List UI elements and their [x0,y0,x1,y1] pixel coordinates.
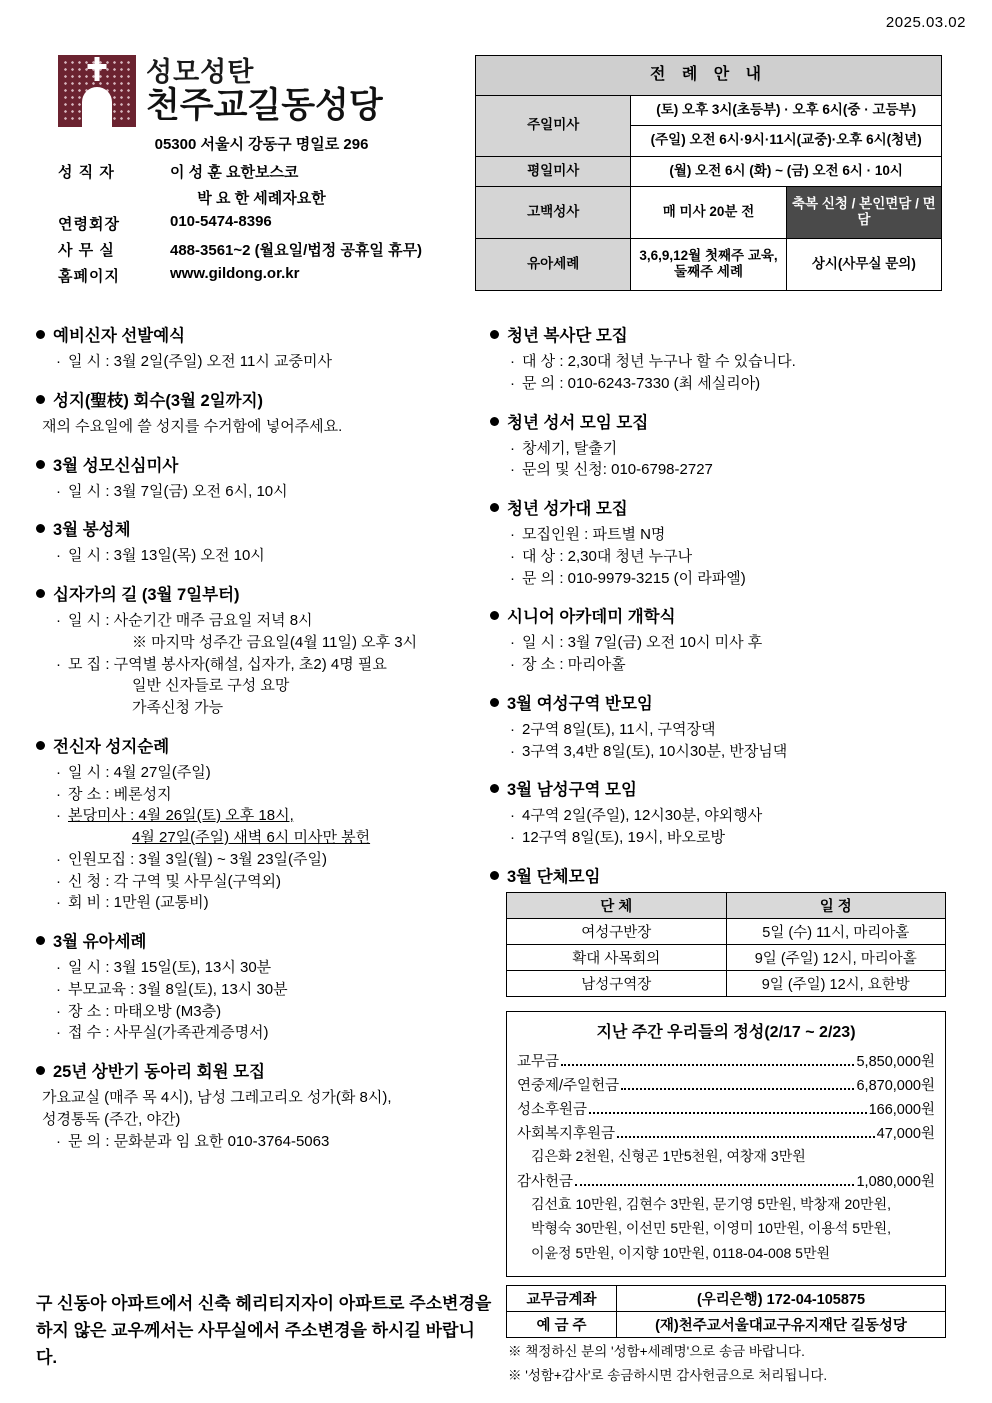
offering-amount: 1,080,000원 [856,1174,935,1191]
contact-row [52,161,471,182]
parish-contact-list [52,161,471,286]
dot-icon: · [56,655,61,673]
notice-block [490,776,952,849]
table-row [507,944,946,970]
bullet-icon [490,871,499,880]
notice-line: · 일 시 : 3월 2일(주일) 오전 11시 교중미사 [56,351,484,373]
liturgy-label-sunday: 주일미사 [476,95,631,156]
bullet-icon [36,395,45,404]
group-schedule: 5일 (수) 11시, 마리아홀 [726,918,946,944]
notice-line: · 일 시 : 3월 15일(토), 13시 30분 [56,957,484,979]
group-meeting-title: 3월 단체모임 [490,863,952,887]
group-meeting-block [490,863,952,997]
bullet-icon [36,589,45,598]
liturgy-value-confession: 매 미사 20분 전 [631,186,786,238]
notice-line: · 대 상 : 2,30대 청년 누구나 할 수 있습니다. [510,351,952,373]
notice-line: · 일 시 : 사순기간 매주 금요일 저녁 8시 [56,610,484,632]
contact-value: 010-5474-8396 [170,213,272,230]
notice-title: 청년 성서 모임 모집 [490,409,952,433]
notice-text: 성경통독 (주간, 야간) [42,1110,181,1128]
liturgy-value-sunday-2: (주일) 오전 6시·9시·11시(교중)·오후 6시(청년) [631,126,942,156]
liturgy-value-sunday-1: (토) 오후 3시(초등부) · 오후 6시(중 · 고등부) [631,95,942,125]
notice-line: 가족신청 가능 [132,699,224,716]
notice-line: · 문 의 : 010-6243-7330 (최 세실리아) [510,373,952,395]
dot-icon: · [56,980,61,998]
homepage-link[interactable]: www.gildong.or.kr [170,265,300,282]
notice-title: 예비신자 선발예식 [36,322,484,346]
address-change-notice: 구 신동아 아파트에서 신축 헤리티지자이 아파트로 주소변경을 하지 않은 교우께서는 사무실에서 주소변경을 하시길 바랍니다. [36,1294,492,1368]
liturgy-label-baptism: 유아세례 [476,238,631,290]
offering-name: 성소후원금 [517,1101,588,1118]
notice-block [490,603,952,676]
dot-icon: · [510,829,515,846]
notice-line: · 2구역 8일(토), 11시, 구역장댁 [510,719,952,741]
group-name: 확대 사목회의 [507,944,727,970]
notice-text: 가요교실 (매주 목 4시), 남성 그레고리오 성가(화 8시), [42,1089,392,1106]
church-logo-icon [58,55,136,127]
dot-icon: · [56,482,61,500]
right-column [490,322,952,1386]
notice-block [490,409,952,482]
notice-title: 3월 남성구역 모임 [490,776,952,800]
account-table [506,1285,946,1338]
group-schedule: 9일 (주일) 12시, 요한방 [726,970,946,996]
notice-line: · 회 비 : 1만원 (교통비) [56,892,484,914]
notice-title: 3월 여성구역 반모임 [490,690,952,714]
dot-icon: · [56,894,61,912]
offering-donors: 김은화 2천원, 신형곤 1만5천원, 여창재 3만원 [531,1147,806,1164]
notice-line: · 장 소 : 마리아홀 [510,654,952,676]
dot-icon: · [510,656,515,673]
bullet-icon [36,1066,45,1075]
bullet-icon [490,417,499,426]
notice-line: · 일 시 : 3월 13일(목) 오전 10시 [56,545,484,567]
dot-icon: · [510,569,515,587]
contact-key: 성 직 자 [58,164,115,181]
notice-line: · 부모교육 : 3월 8일(토), 13시 30분 [56,979,484,1001]
notice-line: 4월 27일(주일) 새벽 6시 미사만 봉헌 [132,829,371,846]
dot-icon: · [510,720,515,738]
notice-line: · 본당미사 : 4월 26일(토) 오후 18시, [56,805,484,827]
leader-dots [589,1112,867,1114]
account-number: (우리은행) 172-04-105875 [617,1285,946,1311]
notice-line: · 인원모집 : 3월 3일(월) ~ 3월 23일(주일) [56,849,484,871]
offering-donors: 이윤정 5만원, 이지향 10만원, 0118-04-008 5만원 [531,1244,831,1261]
liturgy-schedule-table [475,55,942,291]
leader-dots [575,1184,854,1186]
dot-icon: · [510,353,515,370]
offering-name: 감사헌금 [517,1174,574,1191]
dot-icon: · [56,807,61,825]
offering-amount: 5,850,000원 [856,1053,935,1070]
dot-icon: · [56,763,61,781]
contact-key: 연령회장 [58,216,120,233]
dot-icon: · [56,850,61,868]
contact-value: 이 성 훈 요한보스코 [170,164,299,181]
offering-row [517,1098,935,1119]
notice-block [36,1058,484,1152]
leader-dots [617,1136,875,1138]
notice-title: 3월 봉성체 [36,516,484,540]
dot-icon: · [510,439,515,457]
account-note: ※ '성함+감사'로 송금하시면 감사헌금으로 처리됩니다. [508,1368,828,1384]
notice-title: 3월 성모신심미사 [36,452,484,476]
issue-date: 2025.03.02 [885,14,966,31]
notice-line: · 대 상 : 2,30대 청년 누구나 [510,546,952,568]
notice-title: 25년 상반기 동아리 회원 모집 [36,1058,484,1082]
liturgy-table-title: 전 례 안 내 [476,56,942,96]
liturgy-label-confession: 고백성사 [476,186,631,238]
parish-address: 05300 서울시 강동구 명일로 296 [154,136,369,153]
dot-icon: · [56,872,61,890]
offering-summary-box [506,1011,946,1277]
dot-icon: · [510,742,515,760]
dot-icon: · [56,1024,61,1042]
dot-icon: · [510,547,515,565]
notice-title: 성지(聖枝) 회수(3월 2일까지) [36,387,484,411]
offering-donors: 박형숙 30만원, 이선민 5만원, 이영미 10만원, 이용석 5만원, [531,1220,891,1237]
notice-line: · 문의 및 신청: 010-6798-2727 [510,459,952,481]
offering-name: 교무금 [517,1053,560,1070]
notice-line: · 12구역 8일(토), 19시, 바오로방 [510,827,952,849]
dot-icon: · [56,353,61,370]
liturgy-value-baptism-apply: 상시(사무실 문의) [786,238,941,290]
group-name: 남성구역장 [507,970,727,996]
notice-block [490,690,952,763]
notice-line: · 일 시 : 3월 7일(금) 오전 6시, 10시 [56,481,484,503]
notice-line: · 4구역 2일(주일), 12시30분, 야외행사 [510,805,952,827]
liturgy-label-weekday: 평일미사 [476,156,631,186]
notice-line: · 모 집 : 구역별 봉사자(해설, 십자가, 초2) 4명 필요 [56,654,484,676]
group-name: 여성구반장 [507,918,727,944]
bullet-icon [490,784,499,793]
parish-wordmark [146,59,383,123]
notice-line: 일반 신자들로 구성 요망 [132,677,290,695]
dot-icon: · [56,547,61,565]
notice-line: · 문 의 : 010-9979-3215 (이 라파엘) [510,568,952,590]
dot-icon: · [510,374,515,392]
offering-donors: 김선효 10만원, 김현수 3만원, 문기영 5만원, 박창재 20만원, [531,1196,891,1213]
dot-icon: · [510,634,515,652]
bullet-icon [36,741,45,750]
notice-title: 3월 유아세례 [36,928,484,952]
offering-row [517,1122,935,1143]
bullet-icon [490,611,499,620]
bulletin-header [52,55,942,291]
notice-line: · 창세기, 탈출기 [510,438,952,460]
notice-line: · 일 시 : 3월 7일(금) 오전 10시 미사 후 [510,632,952,654]
liturgy-value-weekday: (월) 오전 6시 (화) ~ (금) 오전 6시 · 10시 [631,156,942,186]
offering-name: 연중제/주일헌금 [517,1077,620,1094]
notice-block [490,495,952,589]
notice-block [36,516,484,567]
offering-row [517,1074,935,1095]
contact-row [52,265,471,286]
contact-row [52,213,471,234]
notice-block [36,928,484,1044]
bullet-icon [36,330,45,339]
contact-row [52,239,471,260]
notice-line: · 3구역 3,4반 8일(토), 10시30분, 반장님댁 [510,741,952,763]
offering-amount: 166,000원 [868,1101,935,1118]
notice-title: 시니어 아카데미 개학식 [490,603,952,627]
dot-icon: · [56,959,61,976]
dot-icon: · [510,807,515,825]
offering-row [517,1050,935,1071]
dot-icon: · [56,1002,61,1020]
dot-icon: · [56,785,61,803]
offering-name: 사회복지후원금 [517,1125,616,1142]
account-note: ※ 책정하신 분의 '성함+세례명'으로 송금 바랍니다. [508,1343,805,1359]
leader-dots [621,1088,854,1090]
contact-row-secondary: 박 요 한 세례자요한 [197,190,326,207]
liturgy-value-blessing: 축복 신청 / 본인면담 / 면담 [786,186,941,238]
contact-value: 488-3561~2 (월요일/법정 공휴일 휴무) [170,242,423,259]
group-meeting-table [506,892,946,997]
bullet-icon [490,503,499,512]
bullet-icon [36,460,45,469]
notice-line: · 장 소 : 마태오방 (M3층) [56,1001,484,1023]
parish-logo-row [52,55,471,127]
account-label: 교무금계좌 [507,1285,617,1311]
parish-name-line1: 성모성탄 [146,57,255,87]
notice-block [36,322,484,373]
notice-line: · 모집인원 : 파트별 N명 [510,524,952,546]
liturgy-value-baptism-edu: 3,6,9,12월 첫째주 교육, 둘째주 세례 [631,238,786,290]
leader-dots [561,1064,854,1066]
dot-icon: · [56,612,61,629]
offering-amount: 6,870,000원 [856,1077,935,1094]
notice-block [36,733,484,914]
contact-key: 사 무 실 [58,242,115,259]
notice-block [490,322,952,395]
dot-icon: · [510,461,515,479]
notice-block [36,387,484,438]
parish-name-line2: 천주교길동성당 [146,86,383,125]
bullet-icon [36,524,45,533]
notice-title: 십자가의 길 (3월 7일부터) [36,581,484,605]
notice-line: · 접 수 : 사무실(가족관계증명서) [56,1022,484,1044]
table-row [507,1285,946,1311]
account-holder-label: 예 금 주 [507,1311,617,1337]
left-column [36,322,484,1166]
dot-icon: · [510,526,515,543]
bullet-icon [490,698,499,707]
group-header-schedule: 일 정 [726,892,946,918]
dot-icon: · [56,1132,61,1150]
notice-title: 전신자 성지순례 [36,733,484,757]
notice-line: ※ 마지막 성주간 금요일(4월 11일) 오후 3시 [132,633,418,651]
notice-title: 청년 성가대 모집 [490,495,952,519]
notice-line: · 장 소 : 베론성지 [56,784,484,806]
parish-identity [52,55,471,291]
notice-line: · 신 청 : 각 구역 및 사무실(구역외) [56,871,484,893]
notice-line: · 일 시 : 4월 27일(주일) [56,762,484,784]
offering-row [517,1170,935,1191]
table-row [507,1311,946,1337]
bullet-icon [36,936,45,945]
group-header-name: 단 체 [507,892,727,918]
notice-block [36,452,484,503]
table-row [507,918,946,944]
notice-title: 청년 복사단 모집 [490,322,952,346]
offering-title: 지난 주간 우리들의 정성(2/17 ~ 2/23) [596,1023,856,1041]
account-holder-value: (재)천주교서울대교구유지재단 길동성당 [617,1311,946,1337]
notice-block [36,581,484,719]
notice-text: 재의 수요일에 쓸 성지를 수거함에 넣어주세요. [42,417,343,435]
group-schedule: 9일 (주일) 12시, 마리아홀 [726,944,946,970]
table-row [507,970,946,996]
notice-line: · 문 의 : 문화분과 임 요한 010-3764-5063 [56,1131,484,1153]
contact-key: 홈페이지 [58,268,120,285]
offering-amount: 47,000원 [876,1125,935,1142]
bullet-icon [490,330,499,339]
